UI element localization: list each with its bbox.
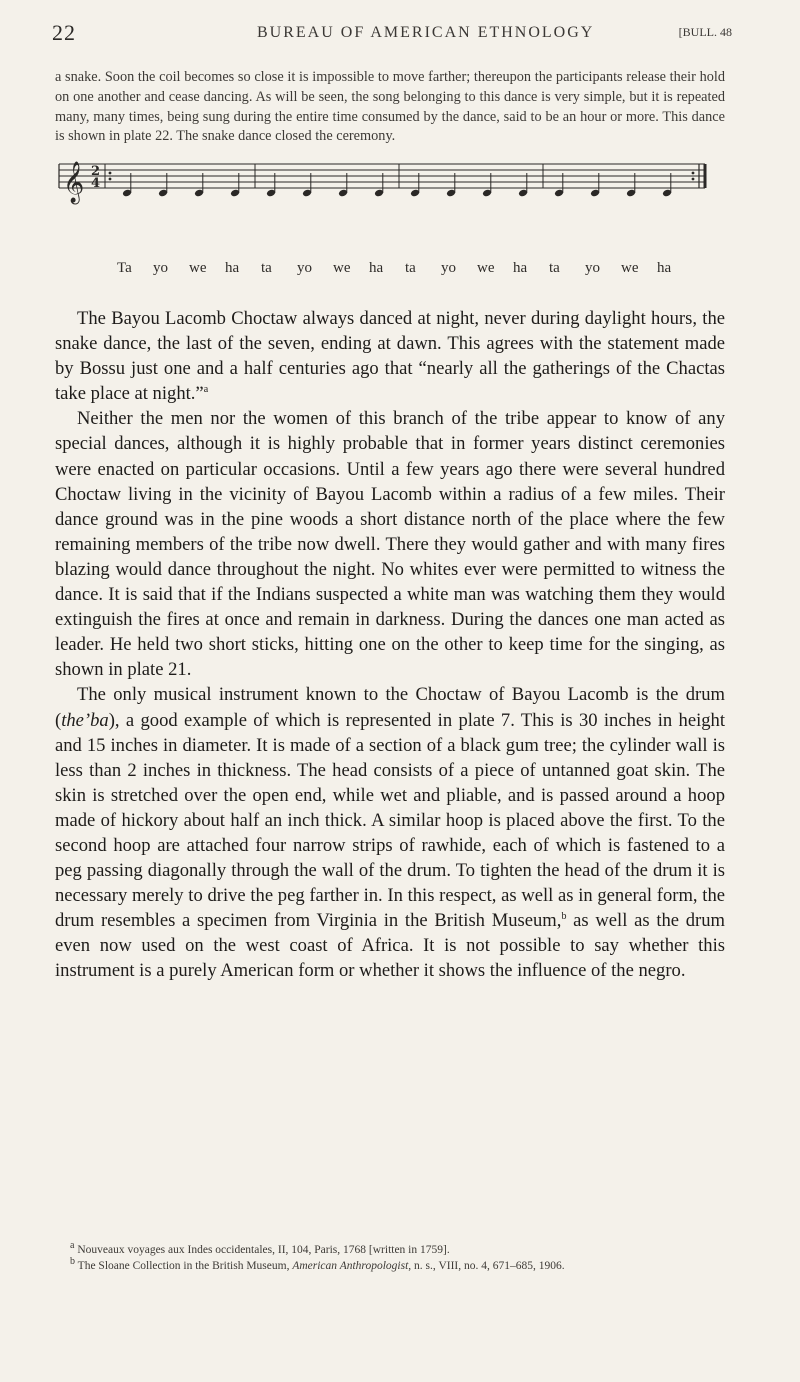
- repeat-dot: [109, 172, 112, 175]
- footnote-mark: a: [70, 1240, 75, 1252]
- repeat-dot: [109, 178, 112, 181]
- lyric-syllable: yo: [297, 260, 312, 276]
- paragraph-text: ), a good example of which is represented in plate 7. This is 30 inches in height and 15 inches in diameter. It is made of a section of a black gum tree; the cylinder wall is less than 2 inches in thickness. The head consists of a piece of untanned goat skin. The skin is stretched over the open end, while wet and pliable, and is passed around a hoop made of hickory about half an inch thick. A similar hoop is placed above the first. To the second hoop are attached four narrow strips of rawhide, each of which is fastened to a peg passing diagonally through the wall of the drum. To tighten the head of the drum it is necessary merely to drive the peg farther in. In this respect, as well as in general form, the drum resembles a specimen from Virginia in the British Museum,: [55, 709, 725, 932]
- paragraph: [55, 682, 725, 983]
- footnote: [70, 1242, 730, 1258]
- lyric-syllable: we: [477, 260, 495, 276]
- lyric-syllable: we: [621, 260, 639, 276]
- lyric-syllable: ha: [225, 260, 240, 276]
- footnote-text: Nouveaux voyages aux Indes occidentales, II, 104, Paris, 1768 [written in 1759].: [77, 1244, 450, 1256]
- time-signature-top: 2: [91, 164, 101, 179]
- music-staff: [55, 152, 735, 252]
- lyric-syllable: ha: [369, 260, 384, 276]
- journal-title: American Anthropologist: [292, 1260, 409, 1272]
- paragraph-text: The Bayou Lacomb Choctaw always danced at night, never during daylight hours, the snake dance, the last of the seven, ending at dawn. This agrees with the statement made by Bossu just one and a half centuries ago that “nearly all the gatherings of the Chactas take place at night.”: [55, 308, 725, 405]
- footnote-text: The Sloane Collection in the British Museum,: [77, 1260, 293, 1272]
- paragraph-text: as well as the drum even now used on the west coast of Africa. It is not possible to say whether this instrument is a purely American form or whether it shows the influence of the negro.: [55, 910, 726, 982]
- body-text: [55, 306, 725, 984]
- lyric-syllable: we: [333, 260, 351, 276]
- lyric-syllable: ha: [513, 260, 528, 276]
- paragraph: [55, 306, 725, 406]
- repeat-dot: [692, 172, 695, 175]
- lyric-syllable: Ta: [117, 260, 132, 276]
- paragraph: Neither the men nor the women of this branch of the tribe appear to know of any special dances, although it is highly probable that in former years distinct ceremonies were enacted on particular occasions. Until a few years ago there were several hundred Choctaw living in the vicinity of Bayou Lacomb within a radius of a few miles. Their dance ground was in the pine woods a short distance north of the place where the few remaining members of the tribe now dwell. There they would gather and with many fires blazing would dance throughout the night. No whites ever were permitted to witness the dance. It is said that if the Indians suspected a white man was watching them they would extinguish the fires at once and remain in darkness. During the dances one man acted as leader. He held two short sticks, hitting one on the other to keep time for the singing, as shown in plate 21.: [55, 408, 725, 681]
- repeat-dot: [692, 178, 695, 181]
- music-notation: [55, 152, 735, 282]
- choctaw-term: the’ba: [61, 709, 109, 731]
- bulletin-number: [BULL. 48: [678, 25, 732, 39]
- page-number: 22: [52, 20, 76, 45]
- footnote-mark: b: [70, 1256, 75, 1268]
- intro-paragraph: a snake. Soon the coil becomes so close it is impossible to move farther; thereupon the participants release their hold on one another and cease dancing. As will be seen, the song belonging to this dance is very simple, but it is repeated many, many times, being sung during the entire time consumed by the dance, said to be an hour or more. This dance is shown in plate 22. The snake dance closed the ceremony.: [55, 69, 725, 145]
- lyric-syllable: ha: [657, 260, 672, 276]
- running-header: [52, 20, 732, 50]
- footnote: [70, 1258, 730, 1274]
- treble-clef: 𝄞: [63, 162, 85, 203]
- lyric-syllable: we: [189, 260, 207, 276]
- footnote-text: , n. s., VIII, no. 4, 671–685, 1906.: [408, 1260, 565, 1272]
- footnotes: [70, 1242, 730, 1274]
- lyric-syllable: ta: [549, 260, 560, 276]
- footnote-ref: a: [203, 384, 209, 396]
- lyric-syllable: yo: [153, 260, 168, 276]
- lyric-syllable: yo: [441, 260, 456, 276]
- running-title: BUREAU OF AMERICAN ETHNOLOGY: [257, 24, 595, 41]
- lyrics-line: [73, 260, 713, 282]
- lyric-syllable: ta: [261, 260, 272, 276]
- lyric-syllable: yo: [585, 260, 600, 276]
- footnote-ref: b: [561, 911, 567, 923]
- lyric-syllable: ta: [405, 260, 416, 276]
- time-signature-bottom: 4: [91, 176, 101, 191]
- paragraph-text: The only musical instrument known to the Choctaw of Bayou Lacomb is the drum (: [55, 684, 725, 731]
